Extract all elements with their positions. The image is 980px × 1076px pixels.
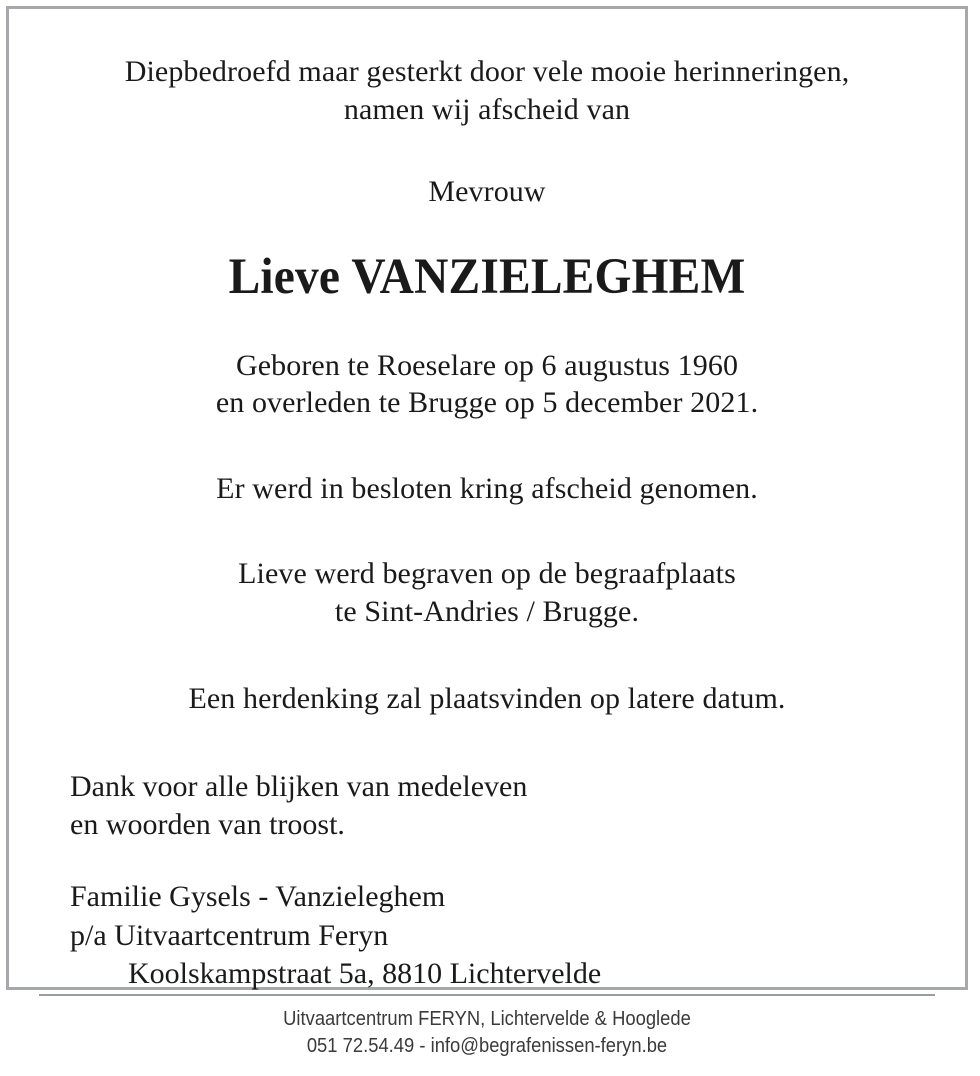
- intro-paragraph: [39, 53, 935, 128]
- farewell-block: [39, 470, 935, 508]
- obituary-body: [9, 9, 965, 994]
- thanks-line-1: Dank voor alle blijken van medeleven: [70, 769, 528, 803]
- memorial-line: Een herdenking zal plaatsvinden op latere datum.: [188, 682, 786, 716]
- footer: [9, 994, 965, 1076]
- intro-line-2: namen wij afscheid van: [343, 92, 631, 126]
- farewell-line: Er werd in besloten kring afscheid genomen.: [216, 471, 758, 505]
- life-dates-block: [39, 347, 935, 422]
- salutation-block: [39, 173, 935, 211]
- deceased-name: Lieve VANZIELEGHEM: [228, 248, 746, 305]
- thanks-line-2: en woorden van troost.: [70, 807, 345, 841]
- burial-line-1: Lieve werd begraven op de begraafplaats: [238, 557, 736, 591]
- closing-spacer: [70, 844, 935, 878]
- burial-line-2: te Sint-Andries / Brugge.: [334, 594, 640, 628]
- burial-block: [39, 555, 935, 630]
- footer-contact-line: 051 72.54.49 - info@begrafenissen-feryn.be: [306, 1034, 668, 1057]
- address-line: Koolskampstraat 5a, 8810 Lichtervelde: [128, 957, 602, 991]
- footer-company-line: Uitvaartcentrum FERYN, Lichtervelde & Hooglede: [283, 1007, 691, 1030]
- footer-text-block: [75, 1006, 899, 1060]
- memorial-block: [39, 680, 935, 718]
- salutation-text: Mevrouw: [428, 175, 546, 208]
- intro-line-1: Diepbedroefd maar gesterkt door vele mooie herinneringen,: [124, 55, 850, 88]
- obituary-notice-card: [6, 6, 968, 1057]
- birth-line: Geboren te Roeselare op 6 augustus 1960: [235, 348, 739, 382]
- footer-divider: [39, 994, 935, 996]
- care-of-line: p/a Uitvaartcentrum Feryn: [70, 918, 389, 952]
- family-name-line: Familie Gysels - Vanzieleghem: [70, 880, 446, 914]
- death-line: en overleden te Brugge op 5 december 2021.: [215, 386, 759, 420]
- closing-block: [39, 768, 935, 994]
